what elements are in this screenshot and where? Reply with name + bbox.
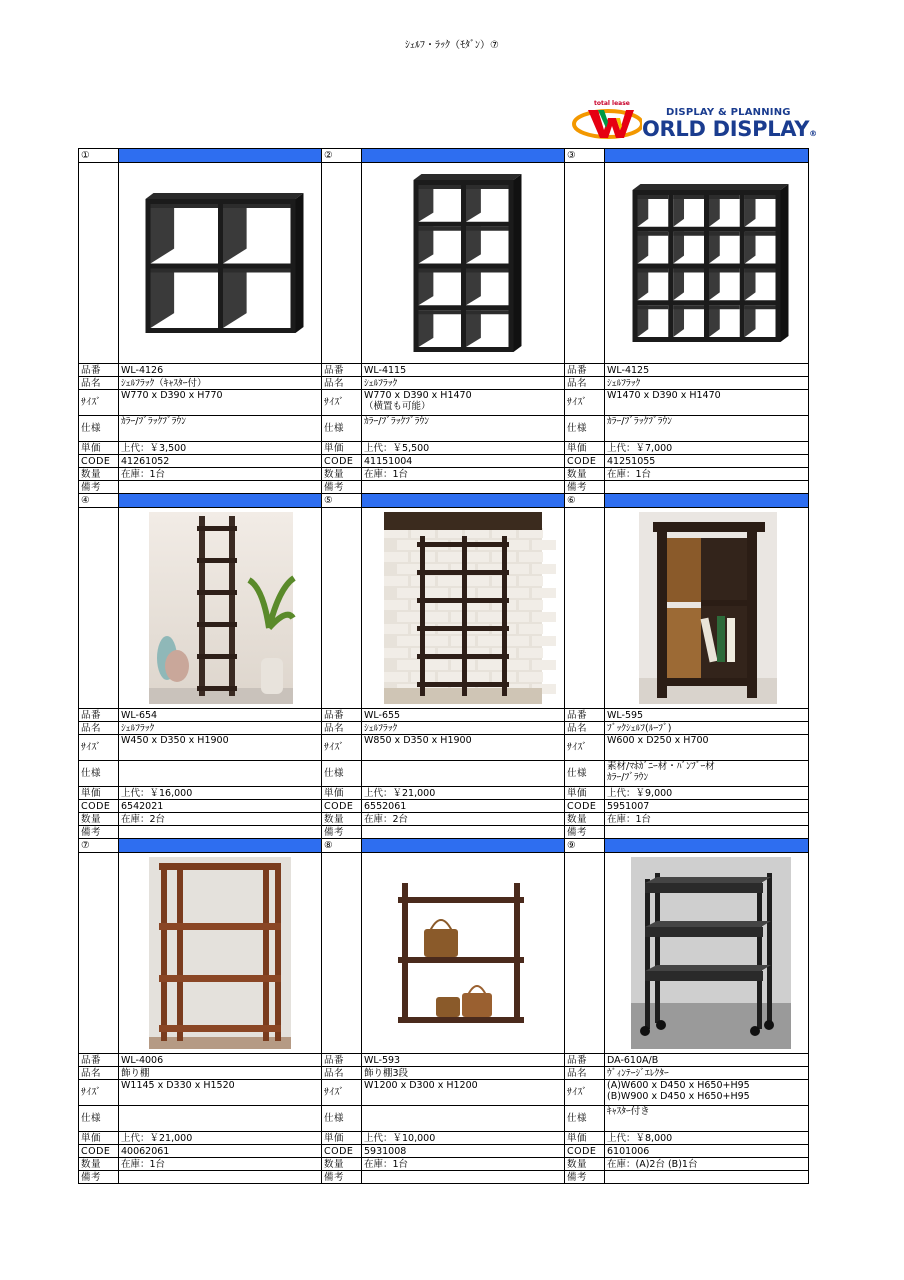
value-price: 上代：￥8,000 bbox=[605, 1132, 809, 1145]
product-image bbox=[119, 163, 322, 364]
label-product-number: 品番 bbox=[565, 709, 605, 722]
text-line: 素材/ﾏﾎｶﾞﾆｰ材・ﾊﾞﾝﾌﾞｰ材 bbox=[607, 761, 715, 772]
label-quantity: 数量 bbox=[565, 813, 605, 826]
product-image bbox=[605, 853, 809, 1054]
image-spacer bbox=[565, 853, 605, 1054]
table-row bbox=[79, 494, 809, 508]
label-spec: 仕様 bbox=[565, 761, 605, 787]
value-size bbox=[119, 1080, 322, 1106]
item-number: ⑨ bbox=[565, 839, 605, 853]
value-spec bbox=[605, 416, 809, 442]
table-row bbox=[79, 1158, 809, 1171]
value-note bbox=[119, 481, 322, 494]
label-note: 備考 bbox=[565, 826, 605, 839]
value-spec bbox=[362, 761, 565, 787]
value-product-number: WL-4125 bbox=[605, 364, 809, 377]
value-code: 5931008 bbox=[362, 1145, 565, 1158]
value-product-number: WL-654 bbox=[119, 709, 322, 722]
table-row bbox=[79, 149, 809, 163]
value-product-name: ｳﾞｨﾝﾃｰｼﾞｴﾚｸﾀｰ bbox=[605, 1067, 809, 1080]
value-size bbox=[362, 390, 565, 416]
label-code: CODE bbox=[79, 455, 119, 468]
value-product-name: ｼｪﾙﾌﾗｯｸ（ｷｬｽﾀｰ付） bbox=[119, 377, 322, 390]
label-product-number: 品番 bbox=[79, 709, 119, 722]
label-spec: 仕様 bbox=[565, 1106, 605, 1132]
label-quantity: 数量 bbox=[322, 468, 362, 481]
label-quantity: 数量 bbox=[322, 813, 362, 826]
value-size bbox=[605, 735, 809, 761]
label-price: 単価 bbox=[565, 787, 605, 800]
value-size bbox=[119, 735, 322, 761]
table-row bbox=[79, 364, 809, 377]
value-note bbox=[605, 1171, 809, 1184]
page-title: ｼｪﾙﾌ・ﾗｯｸ（ﾓﾀﾞﾝ）⑦ bbox=[405, 40, 499, 51]
item-header-bar bbox=[119, 494, 322, 508]
value-size bbox=[362, 735, 565, 761]
label-code: CODE bbox=[79, 800, 119, 813]
table-row bbox=[79, 163, 809, 364]
table-row bbox=[79, 826, 809, 839]
value-code: 6101006 bbox=[605, 1145, 809, 1158]
label-price: 単価 bbox=[79, 787, 119, 800]
label-size: ｻｲｽﾞ bbox=[79, 1080, 119, 1106]
value-note bbox=[605, 826, 809, 839]
table-row bbox=[79, 442, 809, 455]
table-row bbox=[79, 853, 809, 1054]
value-note bbox=[362, 481, 565, 494]
text-line: W600 x D250 x H700 bbox=[607, 735, 709, 746]
value-size bbox=[362, 1080, 565, 1106]
value-product-name: 飾り棚3段 bbox=[362, 1067, 565, 1080]
text-line: W1145 x D330 x H1520 bbox=[121, 1080, 235, 1091]
value-product-number: WL-593 bbox=[362, 1054, 565, 1067]
value-spec bbox=[119, 1106, 322, 1132]
item-number: ③ bbox=[565, 149, 605, 163]
item-number: ① bbox=[79, 149, 119, 163]
label-spec: 仕様 bbox=[322, 1106, 362, 1132]
value-note bbox=[362, 1171, 565, 1184]
value-quantity: 在庫：2台 bbox=[119, 813, 322, 826]
product-image bbox=[605, 508, 809, 709]
text-line: W450 x D350 x H1900 bbox=[121, 735, 229, 746]
value-quantity: 在庫：1台 bbox=[605, 468, 809, 481]
product-table bbox=[78, 148, 809, 1184]
label-price: 単価 bbox=[79, 442, 119, 455]
text-line: (A)W600 x D450 x H650+H95 bbox=[607, 1080, 750, 1091]
label-price: 単価 bbox=[565, 1132, 605, 1145]
value-product-name: 飾り棚 bbox=[119, 1067, 322, 1080]
image-spacer bbox=[79, 508, 119, 709]
table-row bbox=[79, 468, 809, 481]
value-price: 上代：￥3,500 bbox=[119, 442, 322, 455]
label-note: 備考 bbox=[565, 481, 605, 494]
value-size bbox=[605, 1080, 809, 1106]
table-row bbox=[79, 761, 809, 787]
product-image bbox=[362, 508, 565, 709]
table-row bbox=[79, 1067, 809, 1080]
label-code: CODE bbox=[322, 1145, 362, 1158]
value-price: 上代：￥5,500 bbox=[362, 442, 565, 455]
label-quantity: 数量 bbox=[79, 813, 119, 826]
text-line: ｶﾗｰ/ﾌﾞﾗｯｸﾌﾞﾗｳﾝ bbox=[607, 416, 672, 427]
label-size: ｻｲｽﾞ bbox=[565, 1080, 605, 1106]
label-product-name: 品名 bbox=[565, 722, 605, 735]
value-price: 上代：￥16,000 bbox=[119, 787, 322, 800]
label-note: 備考 bbox=[79, 826, 119, 839]
text-line: ｶﾗｰ/ﾌﾞﾗｯｸﾌﾞﾗｳﾝ bbox=[364, 416, 429, 427]
table-row bbox=[79, 735, 809, 761]
table-row bbox=[79, 1080, 809, 1106]
value-product-number: WL-4006 bbox=[119, 1054, 322, 1067]
value-product-name: ｼｪﾙﾌﾗｯｸ bbox=[119, 722, 322, 735]
item-number: ⑧ bbox=[322, 839, 362, 853]
label-note: 備考 bbox=[322, 826, 362, 839]
label-quantity: 数量 bbox=[565, 468, 605, 481]
item-header-bar bbox=[119, 839, 322, 853]
item-number: ⑦ bbox=[79, 839, 119, 853]
value-size bbox=[605, 390, 809, 416]
value-code: 6552061 bbox=[362, 800, 565, 813]
image-spacer bbox=[322, 508, 362, 709]
table-row bbox=[79, 1132, 809, 1145]
table-row bbox=[79, 800, 809, 813]
value-code: 6542021 bbox=[119, 800, 322, 813]
value-price: 上代：￥21,000 bbox=[119, 1132, 322, 1145]
table-row bbox=[79, 709, 809, 722]
table-row bbox=[79, 787, 809, 800]
table-row bbox=[79, 1145, 809, 1158]
label-size: ｻｲｽﾞ bbox=[322, 1080, 362, 1106]
label-code: CODE bbox=[322, 455, 362, 468]
image-spacer bbox=[79, 163, 119, 364]
product-image bbox=[119, 853, 322, 1054]
image-spacer bbox=[565, 163, 605, 364]
item-number: ⑤ bbox=[322, 494, 362, 508]
label-product-number: 品番 bbox=[565, 364, 605, 377]
image-spacer bbox=[322, 853, 362, 1054]
label-spec: 仕様 bbox=[322, 416, 362, 442]
table-row bbox=[79, 839, 809, 853]
table-row bbox=[79, 1106, 809, 1132]
label-code: CODE bbox=[565, 1145, 605, 1158]
table-row bbox=[79, 508, 809, 709]
value-note bbox=[362, 826, 565, 839]
label-size: ｻｲｽﾞ bbox=[79, 735, 119, 761]
label-note: 備考 bbox=[79, 1171, 119, 1184]
value-code: 41151004 bbox=[362, 455, 565, 468]
product-image bbox=[362, 163, 565, 364]
value-spec bbox=[119, 416, 322, 442]
table-row bbox=[79, 416, 809, 442]
text-line: W1200 x D300 x H1200 bbox=[364, 1080, 478, 1091]
item-header-bar bbox=[362, 494, 565, 508]
value-product-number: WL-4115 bbox=[362, 364, 565, 377]
label-spec: 仕様 bbox=[79, 416, 119, 442]
label-spec: 仕様 bbox=[79, 1106, 119, 1132]
label-quantity: 数量 bbox=[79, 468, 119, 481]
label-price: 単価 bbox=[322, 787, 362, 800]
product-image bbox=[362, 853, 565, 1054]
label-product-name: 品名 bbox=[79, 1067, 119, 1080]
logo-w-mark-icon bbox=[572, 106, 642, 140]
value-quantity: 在庫：1台 bbox=[362, 468, 565, 481]
label-spec: 仕様 bbox=[79, 761, 119, 787]
label-quantity: 数量 bbox=[322, 1158, 362, 1171]
value-spec bbox=[119, 761, 322, 787]
value-product-name: ﾌﾞｯｸｼｪﾙﾌ(ﾙｰﾌﾞ) bbox=[605, 722, 809, 735]
value-quantity: 在庫：1台 bbox=[605, 813, 809, 826]
value-note bbox=[605, 481, 809, 494]
label-size: ｻｲｽﾞ bbox=[565, 735, 605, 761]
value-product-name: ｼｪﾙﾌﾗｯｸ bbox=[362, 722, 565, 735]
value-spec bbox=[605, 761, 809, 787]
logo-small-text: total lease bbox=[594, 100, 630, 107]
label-product-name: 品名 bbox=[79, 722, 119, 735]
value-code: 41261052 bbox=[119, 455, 322, 468]
label-product-name: 品名 bbox=[565, 377, 605, 390]
logo-main-text: ORLD DISPLAY® bbox=[642, 117, 817, 141]
label-price: 単価 bbox=[79, 1132, 119, 1145]
label-size: ｻｲｽﾞ bbox=[565, 390, 605, 416]
value-note bbox=[119, 826, 322, 839]
label-note: 備考 bbox=[322, 1171, 362, 1184]
table-row bbox=[79, 481, 809, 494]
text-line: W850 x D350 x H1900 bbox=[364, 735, 472, 746]
image-spacer bbox=[322, 163, 362, 364]
item-number: ④ bbox=[79, 494, 119, 508]
label-product-number: 品番 bbox=[322, 709, 362, 722]
item-number: ② bbox=[322, 149, 362, 163]
value-quantity: 在庫：(A)2台 (B)1台 bbox=[605, 1158, 809, 1171]
value-size bbox=[119, 390, 322, 416]
item-header-bar bbox=[362, 839, 565, 853]
label-product-name: 品名 bbox=[322, 1067, 362, 1080]
label-note: 備考 bbox=[79, 481, 119, 494]
value-product-number: WL-4126 bbox=[119, 364, 322, 377]
product-image bbox=[119, 508, 322, 709]
value-code: 41251055 bbox=[605, 455, 809, 468]
label-price: 単価 bbox=[565, 442, 605, 455]
label-size: ｻｲｽﾞ bbox=[322, 390, 362, 416]
table-row bbox=[79, 455, 809, 468]
text-line: （横置も可能） bbox=[364, 401, 431, 412]
value-quantity: 在庫：2台 bbox=[362, 813, 565, 826]
label-code: CODE bbox=[565, 455, 605, 468]
label-product-number: 品番 bbox=[322, 1054, 362, 1067]
label-product-name: 品名 bbox=[79, 377, 119, 390]
value-product-name: ｼｪﾙﾌﾗｯｸ bbox=[362, 377, 565, 390]
label-quantity: 数量 bbox=[79, 1158, 119, 1171]
table-row bbox=[79, 377, 809, 390]
label-size: ｻｲｽﾞ bbox=[322, 735, 362, 761]
table-row bbox=[79, 1054, 809, 1067]
text-line: ｶﾗｰ/ﾌﾞﾗｯｸﾌﾞﾗｳﾝ bbox=[121, 416, 186, 427]
label-product-number: 品番 bbox=[322, 364, 362, 377]
world-display-logo bbox=[572, 100, 817, 142]
label-product-number: 品番 bbox=[565, 1054, 605, 1067]
label-spec: 仕様 bbox=[565, 416, 605, 442]
value-product-number: DA-610A/B bbox=[605, 1054, 809, 1067]
item-header-bar bbox=[605, 839, 809, 853]
text-line: ｶﾗｰ/ﾌﾞﾗｳﾝ bbox=[607, 772, 649, 783]
label-spec: 仕様 bbox=[322, 761, 362, 787]
item-header-bar bbox=[119, 149, 322, 163]
table-row bbox=[79, 390, 809, 416]
label-code: CODE bbox=[565, 800, 605, 813]
value-product-name: ｼｪﾙﾌﾗｯｸ bbox=[605, 377, 809, 390]
value-spec bbox=[362, 416, 565, 442]
label-note: 備考 bbox=[565, 1171, 605, 1184]
table-row bbox=[79, 722, 809, 735]
image-spacer bbox=[79, 853, 119, 1054]
text-line: W1470 x D390 x H1470 bbox=[607, 390, 721, 401]
item-number: ⑥ bbox=[565, 494, 605, 508]
value-spec bbox=[605, 1106, 809, 1132]
table-row bbox=[79, 813, 809, 826]
label-product-number: 品番 bbox=[79, 1054, 119, 1067]
label-quantity: 数量 bbox=[565, 1158, 605, 1171]
label-note: 備考 bbox=[322, 481, 362, 494]
item-header-bar bbox=[362, 149, 565, 163]
label-product-name: 品名 bbox=[322, 722, 362, 735]
label-size: ｻｲｽﾞ bbox=[79, 390, 119, 416]
text-line: W770 x D390 x H770 bbox=[121, 390, 223, 401]
item-header-bar bbox=[605, 149, 809, 163]
value-product-number: WL-655 bbox=[362, 709, 565, 722]
value-quantity: 在庫：1台 bbox=[119, 468, 322, 481]
text-line: ｷｬｽﾀｰ付き bbox=[607, 1106, 650, 1117]
value-spec bbox=[362, 1106, 565, 1132]
label-code: CODE bbox=[322, 800, 362, 813]
value-note bbox=[119, 1171, 322, 1184]
value-code: 5951007 bbox=[605, 800, 809, 813]
label-code: CODE bbox=[79, 1145, 119, 1158]
value-price: 上代：￥21,000 bbox=[362, 787, 565, 800]
label-product-number: 品番 bbox=[79, 364, 119, 377]
value-quantity: 在庫：1台 bbox=[362, 1158, 565, 1171]
label-product-name: 品名 bbox=[322, 377, 362, 390]
logo-subtitle: DISPLAY & PLANNING bbox=[666, 107, 791, 118]
table-row bbox=[79, 1171, 809, 1184]
value-price: 上代：￥7,000 bbox=[605, 442, 809, 455]
text-line: (B)W900 x D450 x H650+H95 bbox=[607, 1091, 750, 1102]
image-spacer bbox=[565, 508, 605, 709]
value-code: 40062061 bbox=[119, 1145, 322, 1158]
label-price: 単価 bbox=[322, 442, 362, 455]
value-product-number: WL-595 bbox=[605, 709, 809, 722]
label-price: 単価 bbox=[322, 1132, 362, 1145]
value-price: 上代：￥10,000 bbox=[362, 1132, 565, 1145]
value-price: 上代：￥9,000 bbox=[605, 787, 809, 800]
product-image bbox=[605, 163, 809, 364]
value-quantity: 在庫：1台 bbox=[119, 1158, 322, 1171]
label-product-name: 品名 bbox=[565, 1067, 605, 1080]
text-line: W770 x D390 x H1470 bbox=[364, 390, 472, 401]
item-header-bar bbox=[605, 494, 809, 508]
